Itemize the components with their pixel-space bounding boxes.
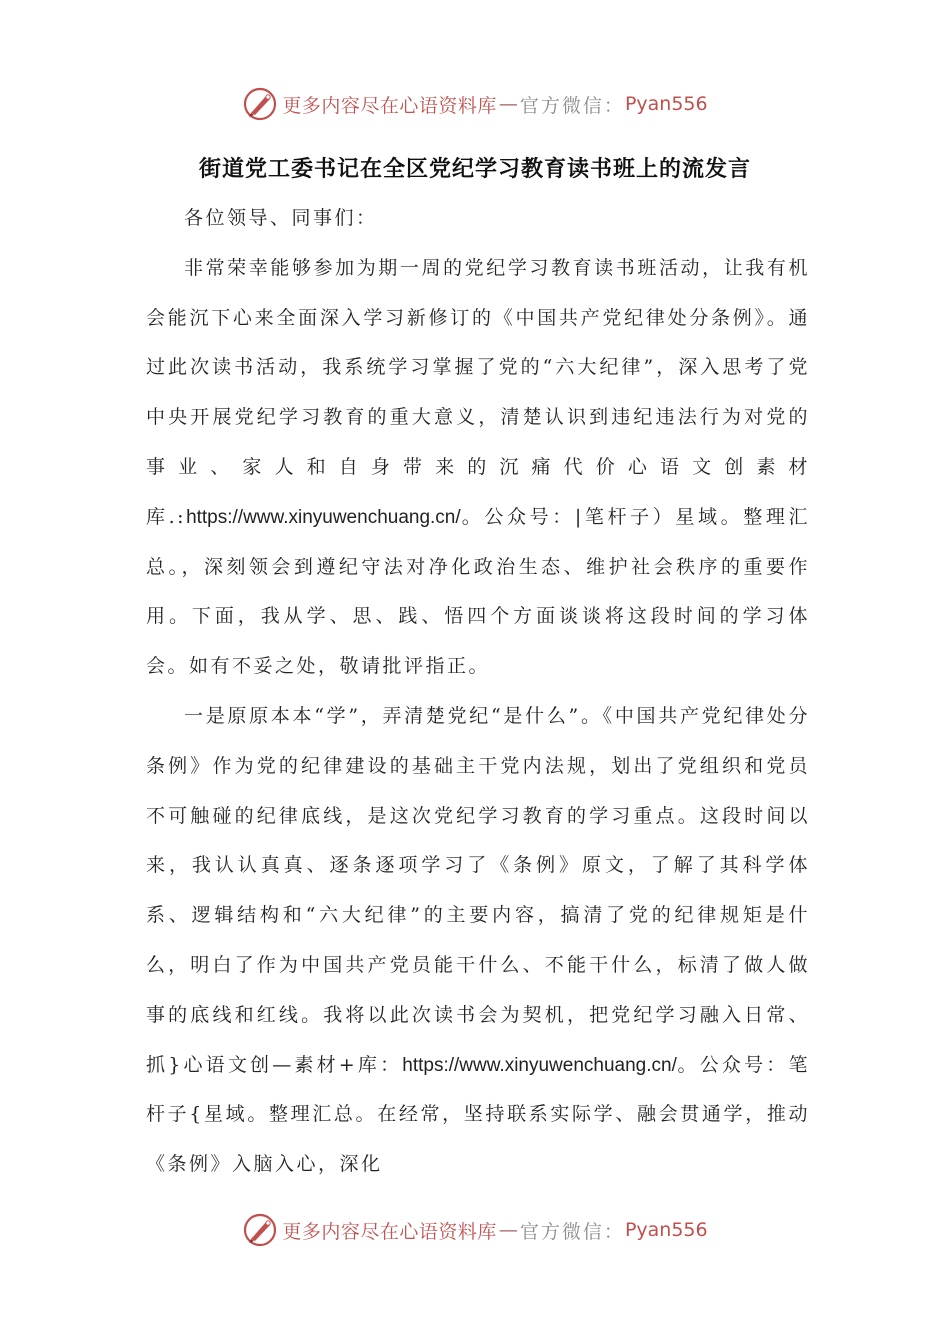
footer-banner (0, 1210, 950, 1250)
salutation: 各位领导、同事们： (184, 207, 378, 229)
paragraph-2-url: https://www.xinyuwenchuang.cn/ (402, 1054, 677, 1076)
paragraph-1 (146, 244, 810, 692)
document-body (146, 194, 810, 1190)
document-title: 街道党工委书记在全区党纪学习教育读书班上的流发言 (198, 157, 751, 182)
banner-wechat-id: Pyan556 (624, 93, 708, 115)
paragraph-1-text-b: 。公众号：|笔杆子）星域。整理汇总。，深刻领会到遵纪守法对净化政治生态、维护社会秩序的重要作用。下面，我从学、思、践、悟四个方面谈谈将这段时间的学习体会。如有不妥之处，敬请批评指正。 (146, 505, 810, 678)
paragraph-1-url: https://www.xinyuwenchuang.cn/ (186, 506, 461, 528)
footer-banner-wechat-label: 官方微信： (519, 1220, 625, 1243)
banner-wechat-label: 官方微信： (519, 94, 625, 117)
footer-banner-title: 更多内容尽在心语资料库 (282, 1220, 497, 1243)
footer-banner-wechat-id: Pyan556 (624, 1219, 708, 1241)
footer-banner-separator: — (498, 1219, 518, 1241)
paragraph-2 (146, 692, 810, 1190)
paragraph-2-text-a: 一是原原本本“学”，弄清楚党纪“是什么”。《中国共产党纪律处分条例》作为党的纪律建设的基础主干党内法规，划出了党组织和党员不可触碰的纪律底线，是这次党纪学习教育的学习重点。这段时间以来，我认认真真、逐条逐项学习了《条例》原文，了解了其科学体系、逻辑结构和“六大纪律”的主要内容，搞清了党的纪律规矩是什么，明白了作为中国共产党员能干什么、不能干什么，标清了做人做事的底线和红线。我将以此次读书会为契机，把党纪学习融入日常、抓}心语文创—素材+库： (146, 704, 810, 1076)
paragraph-2-text-b: 。公众号：笔杆子{星域。整理汇总。在经常，坚持联系实际学、融会贯通学，推动《条例》入脑入心，深化 (146, 1053, 810, 1176)
banner-title: 更多内容尽在心语资料库 (282, 94, 497, 117)
pen-logo-icon (242, 86, 278, 122)
paragraph-1-text-a: 非常荣幸能够参加为期一周的党纪学习教育读书班活动，让我有机会能沉下心来全面深入学习新修订的《中国共产党纪律处分条例》。通过此次读书活动，我系统学习掌握了党的“六大纪律”，深入思考了党中央开展党纪学习教育的重大意义，清楚认识到违纪违法行为对党的事业、家人和自身带来的沉痛代价心语文创素材库.: (146, 256, 810, 528)
header-banner (0, 84, 950, 124)
pen-logo-icon (242, 1212, 278, 1248)
banner-separator: — (498, 93, 518, 115)
